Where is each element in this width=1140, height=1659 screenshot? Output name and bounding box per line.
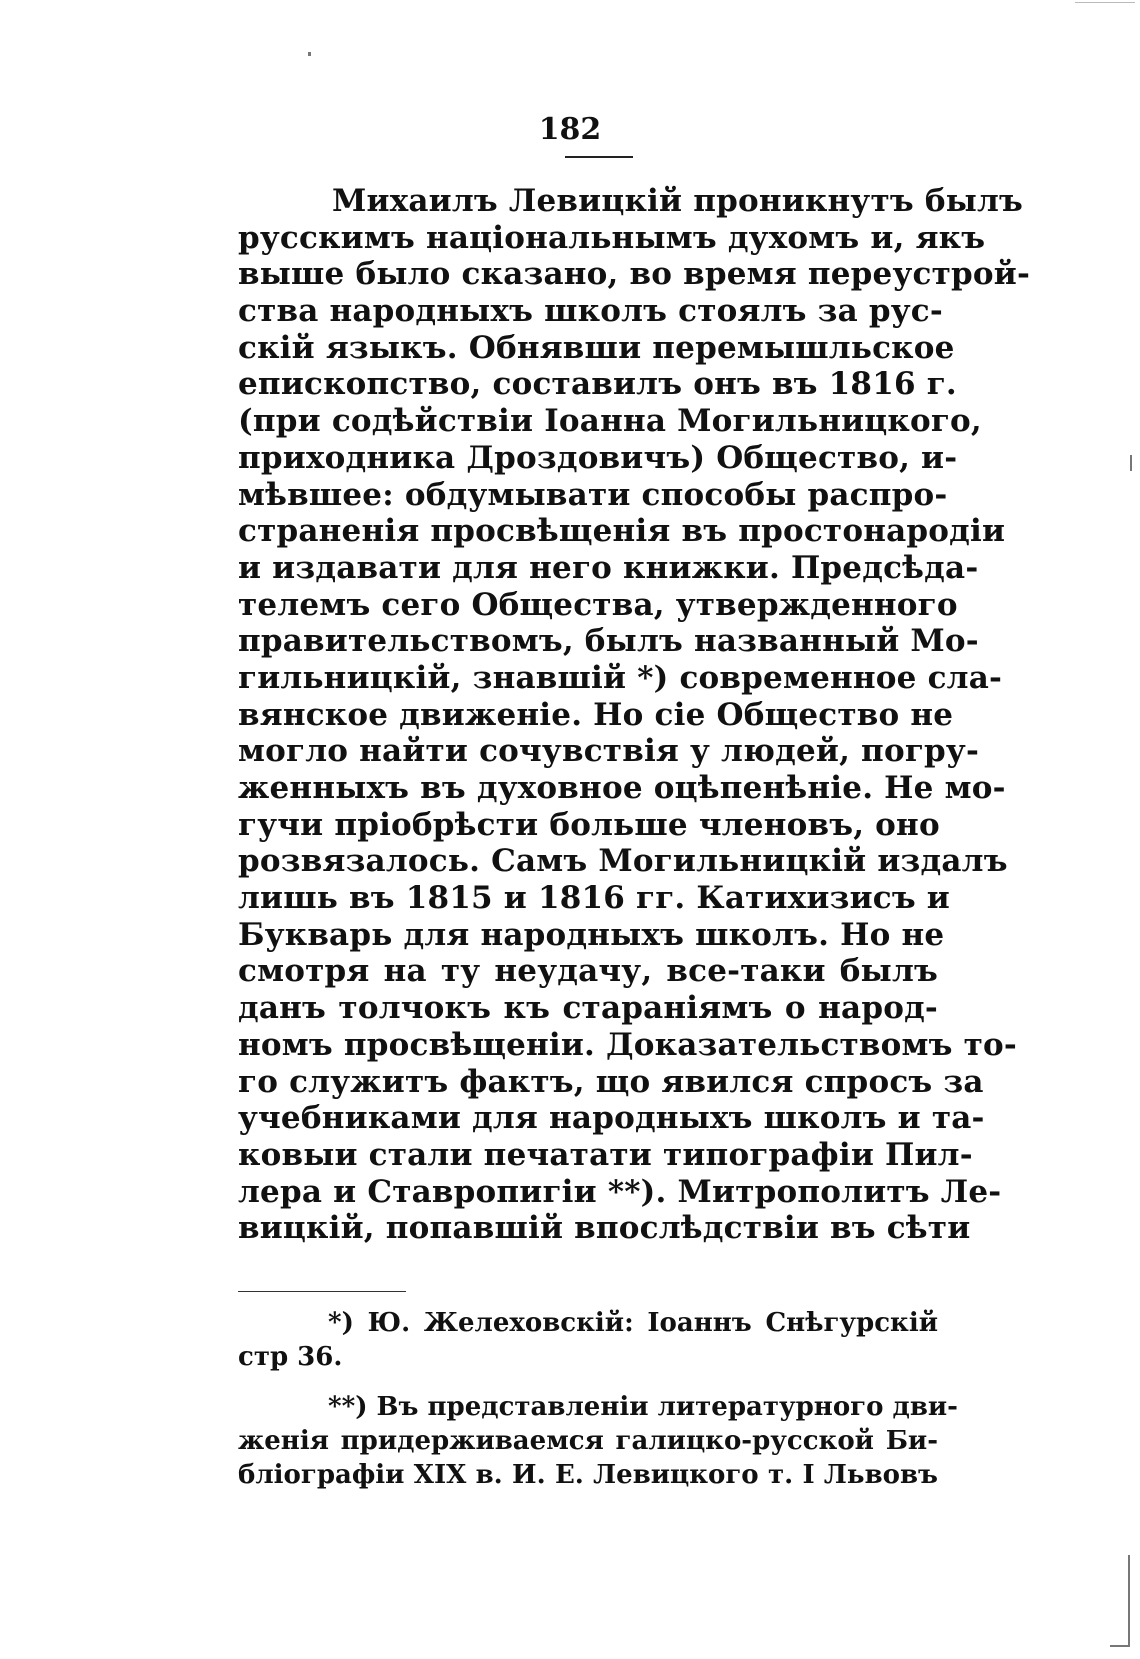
footnote-line: женія придерживаемся галицко-русской Би- (238, 1426, 938, 1456)
body-line: страненія просвѣщенія въ простонародіи (238, 513, 1006, 550)
footnote-line: *) Ю. Желеховскій: Іоаннъ Снѣгурскій (328, 1308, 938, 1338)
footnote-1 (238, 1306, 938, 1374)
body-line: вянское движеніе. Но сіе Общество не (238, 696, 954, 733)
footnote-line: стр 36. (238, 1342, 343, 1372)
body-line: русскимъ національнымъ духомъ и, якъ (238, 219, 986, 256)
body-line: гучи пріобрѣсти больше членовъ, оно (238, 806, 940, 843)
body-line: правительствомъ, былъ названный Мо- (238, 623, 979, 660)
footnotes (238, 1306, 958, 1492)
body-line: епископство, составилъ онъ въ 1816 г. (238, 366, 957, 403)
body-line: телемъ сего Общества, утвержденного (238, 586, 958, 623)
body-line: мѣвшее: обдумывати способы распро- (238, 476, 948, 513)
body-line: лишь въ 1815 и 1816 гг. Катихизисъ и (238, 880, 950, 917)
body-line: женныхъ въ духовное оцѣпенѣніе. Не мо- (238, 770, 1006, 806)
body-line: скій языкъ. Обнявши перемышльское (238, 329, 955, 366)
scan-speck (308, 52, 311, 56)
body-line: могло найти сочувствія у людей, погру- (238, 733, 980, 770)
footnote-line: бліографіи XIX в. И. Е. Левицкого т. I Львовъ (238, 1460, 938, 1490)
footnote-separator (238, 1291, 406, 1292)
footnote-2 (238, 1390, 958, 1492)
body-line: гильницкій, знавшій *) современное сла- (238, 659, 1003, 696)
body-line: Букварь для народныхъ школъ. Но не (238, 916, 945, 953)
body-text (238, 183, 1031, 1247)
body-line: данъ толчокъ къ стараніямъ о народ- (238, 990, 938, 1027)
page-number: 182 (538, 112, 602, 147)
body-line: смотря на ту неудачу, все-таки былъ (238, 953, 938, 990)
body-line: розвязалось. Самъ Могильницкій издалъ (238, 843, 1008, 880)
body-line: выше было сказано, во время переустрой- (238, 256, 1031, 293)
body-line: учебниками для народныхъ школъ и та- (238, 1100, 985, 1137)
body-line: и издавати для него книжки. Предсѣда- (238, 549, 979, 586)
body-line: (при содѣйствіи Іоанна Могильницкого, (238, 403, 982, 440)
scan-edge-mark (1110, 1645, 1130, 1647)
footnote-line: **) Въ представленіи литературного дви- (328, 1392, 958, 1422)
body-line: лера и Ставропигіи **). Митрополитъ Ле- (238, 1173, 1002, 1210)
scan-edge-mark (1075, 2, 1135, 3)
body-line: ковыи стали печатати типографіи Пил- (238, 1136, 973, 1173)
body-line: го служитъ фактъ, що явился спросъ за (238, 1063, 984, 1100)
body-line: вицкій, попавшій впослѣдствіи въ сѣти (238, 1210, 971, 1247)
scan-edge-mark (1130, 455, 1132, 471)
body-line: приходника Дроздовичъ) Общество, и- (238, 439, 958, 476)
body-line: ства народныхъ школъ стоялъ за рус- (238, 293, 943, 330)
page-number-rule (565, 156, 633, 158)
body-line: Михаилъ Левицкій проникнутъ былъ (332, 183, 1024, 219)
scan-edge-mark (1128, 1555, 1130, 1645)
body-line: номъ просвѣщеніи. Доказательствомъ то- (238, 1026, 1017, 1063)
